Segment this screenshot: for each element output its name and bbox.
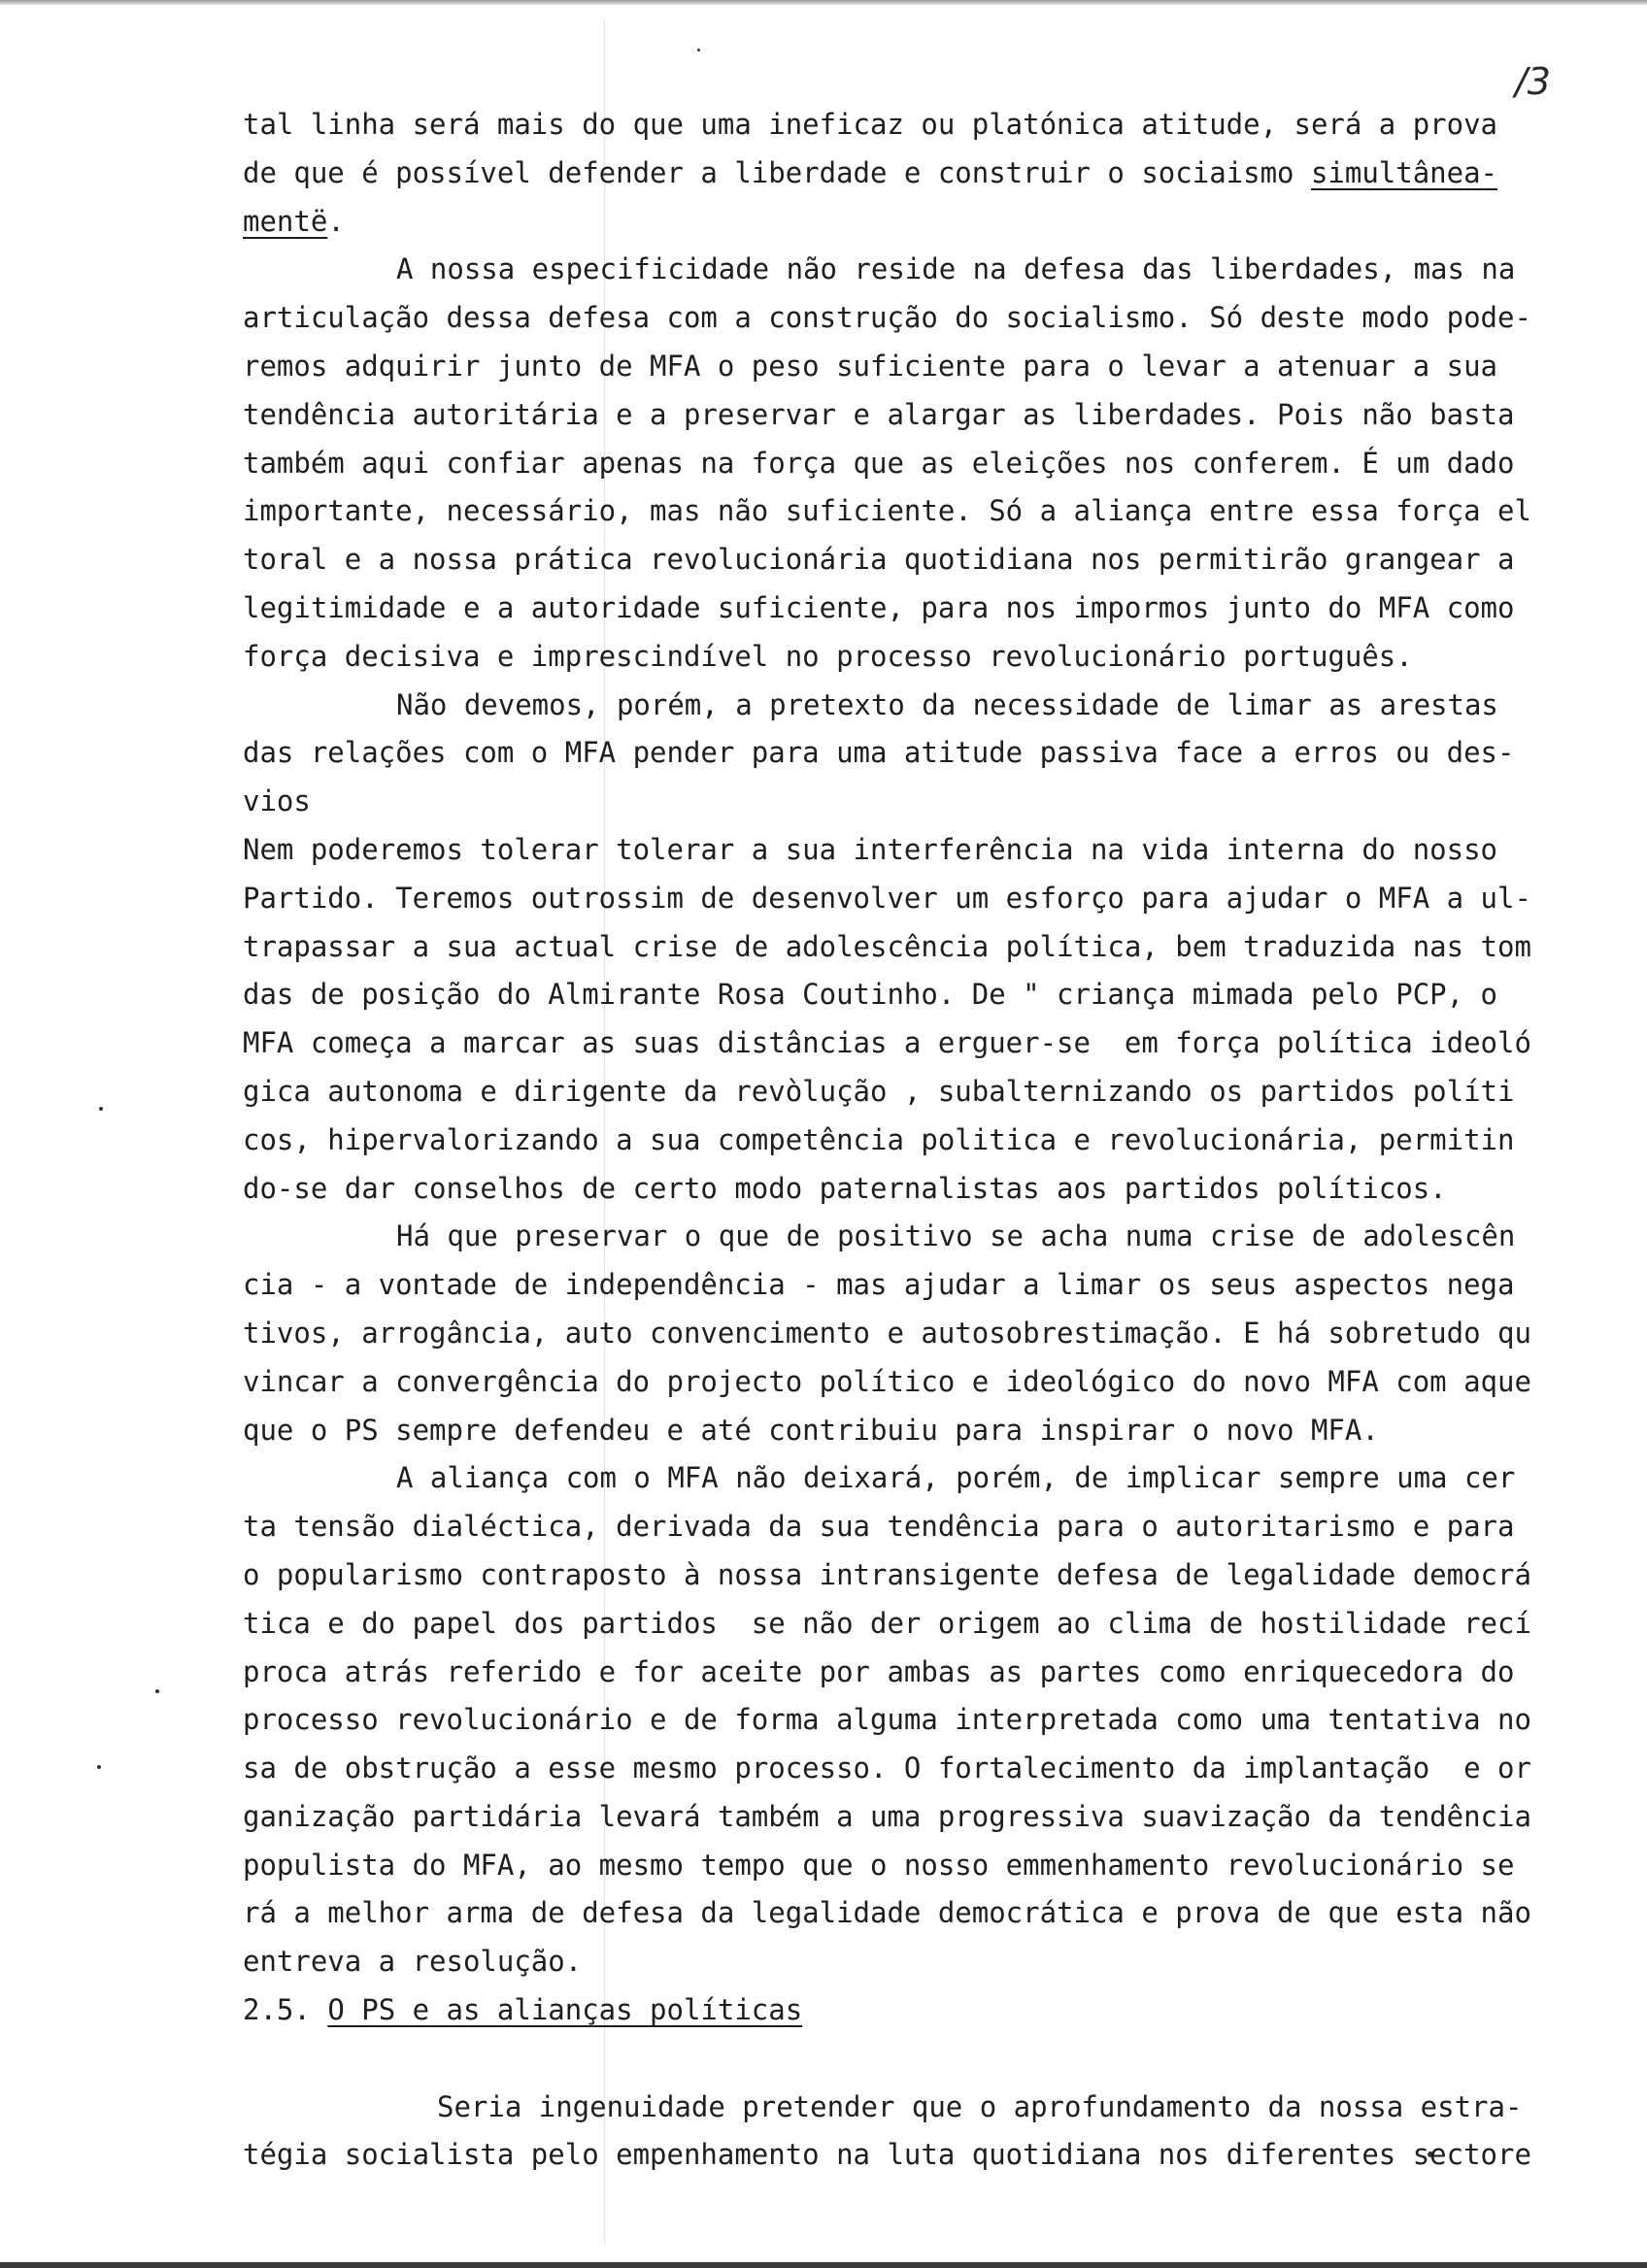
underlined-text: mentë <box>243 204 328 238</box>
scan-top-edge <box>0 0 1647 5</box>
text-line: de que é possível defender a liberdade e construir o sociaismo simultânea- <box>243 155 1498 189</box>
text-line: das de posição do Almirante Rosa Coutinho. De " criança mimada pelo PCP, o <box>243 978 1498 1012</box>
scan-speck <box>97 1765 101 1769</box>
section-heading <box>243 1986 1602 2035</box>
page-number: /3 <box>1515 60 1551 103</box>
text-line: proca atrás referido e for aceite por ambas as partes como enriquecedora do <box>243 1654 1515 1688</box>
text-line: tal linha será mais do que uma ineficaz ou platónica atitude, será a prova <box>243 108 1498 141</box>
text-line: trapassar a sua actual crise de adolescência política, bem traduzida nas tom <box>243 929 1531 963</box>
text-line: Nem poderemos tolerar tolerar a sua interferência na vida interna do nosso <box>243 832 1498 866</box>
text-line: tendência autoritária e a preservar e alargar as liberdades. Pois não basta <box>243 397 1515 431</box>
text-line: sa de obstrução a esse mesmo processo. O fortalecimento da implantação e or <box>243 1751 1531 1785</box>
text-line: MFA começa a marcar as suas distâncias a erguer-se em força política ideoló <box>243 1026 1531 1060</box>
text-line: também aqui confiar apenas na força que as eleições nos conferem. É um dado <box>243 446 1515 480</box>
text-line: vincar a convergência do projecto político e ideológico do novo MFA com aque <box>243 1364 1531 1398</box>
paragraph-first-line: A aliança com o MFA não deixará, porém, de implicar sempre uma cer <box>396 1461 1516 1495</box>
blank-line <box>243 2035 1602 2084</box>
text-line: importante, necessário, mas não suficiente. Só a aliança entre essa força el <box>243 494 1531 528</box>
text-line: articulação dessa defesa com a construção do socialismo. Só deste modo pode- <box>243 301 1531 335</box>
text-line: Partido. Teremos outrossim de desenvolver um esforço para ajudar o MFA a ul- <box>243 881 1531 915</box>
text-line: cos, hipervalorizando a sua competência politica e revolucionária, permitin <box>243 1122 1515 1156</box>
text-line: mentë. <box>243 204 345 238</box>
text-line: toral e a nossa prática revolucionária quotidiana nos permitirão grangear a <box>243 543 1515 577</box>
paragraph-first-line: A nossa especificidade não reside na defesa das liberdades, mas na <box>396 252 1516 286</box>
paragraph-first-line: Há que preservar o que de positivo se acha numa crise de adolescên <box>396 1219 1516 1253</box>
text-line: tivos, arrogância, auto convencimento e autosobrestimação. E há sobretudo qu <box>243 1316 1531 1350</box>
text-line: legitimidade e a autoridade suficiente, para nos impormos junto do MFA como <box>243 590 1515 624</box>
text-line: ganização partidária levará também a uma progressiva suavização da tendência <box>243 1799 1531 1833</box>
text-line: o popularismo contraposto à nossa intransigente defesa de legalidade democrá <box>243 1557 1531 1591</box>
text-line: processo revolucionário e de forma alguma interpretada como uma tentativa no <box>243 1703 1531 1737</box>
scan-speck <box>99 1107 103 1111</box>
underlined-text: simultânea- <box>1310 155 1498 189</box>
text-line: gica autonoma e dirigente da revòlução , subalternizando os partidos políti <box>243 1074 1515 1108</box>
text-line: entreva a resolução. <box>243 1945 583 1979</box>
text-line: remos adquirir junto de MFA o peso suficiente para o levar a atenuar a sua <box>243 349 1498 383</box>
text-line: vios <box>243 784 311 818</box>
text-line: tica e do papel dos partidos se não der origem ao clima de hostilidade recí <box>243 1606 1531 1640</box>
section-title: O PS e as alianças políticas <box>327 1993 803 2027</box>
paragraph-first-line: Seria ingenuidade pretender que o aprofundamento da nossa estra- <box>437 2089 1523 2123</box>
document-body <box>243 101 1602 2180</box>
text-line: força decisiva e imprescindível no processo revolucionário português. <box>243 639 1413 673</box>
scan-speck <box>155 1689 159 1693</box>
text-line: das relações com o MFA pender para uma atitude passiva face a erros ou des- <box>243 736 1515 770</box>
section-number: 2.5. <box>243 1993 328 2027</box>
text-line: do-se dar conselhos de certo modo paternalistas aos partidos políticos. <box>243 1171 1447 1205</box>
text-line: ta tensão dialéctica, derivada da sua tendência para o autoritarismo e para <box>243 1510 1515 1544</box>
text-line: cia - a vontade de independência - mas ajudar a limar os seus aspectos nega <box>243 1268 1515 1302</box>
scan-bottom-edge <box>0 2262 1647 2268</box>
text-line: que o PS sempre defendeu e até contribuiu para inspirar o novo MFA. <box>243 1413 1379 1447</box>
text-line: populista do MFA, ao mesmo tempo que o nosso emmenhamento revolucionário se <box>243 1848 1515 1882</box>
paragraph-first-line: Não devemos, porém, a pretexto da necessidade de limar as arestas <box>396 687 1498 721</box>
scan-speck <box>697 49 700 51</box>
text-line: tégia socialista pelo empenhamento na luta quotidiana nos diferentes sectore <box>243 2138 1531 2172</box>
text-line: rá a melhor arma de defesa da legalidade democrática e prova de que esta não <box>243 1896 1531 1930</box>
